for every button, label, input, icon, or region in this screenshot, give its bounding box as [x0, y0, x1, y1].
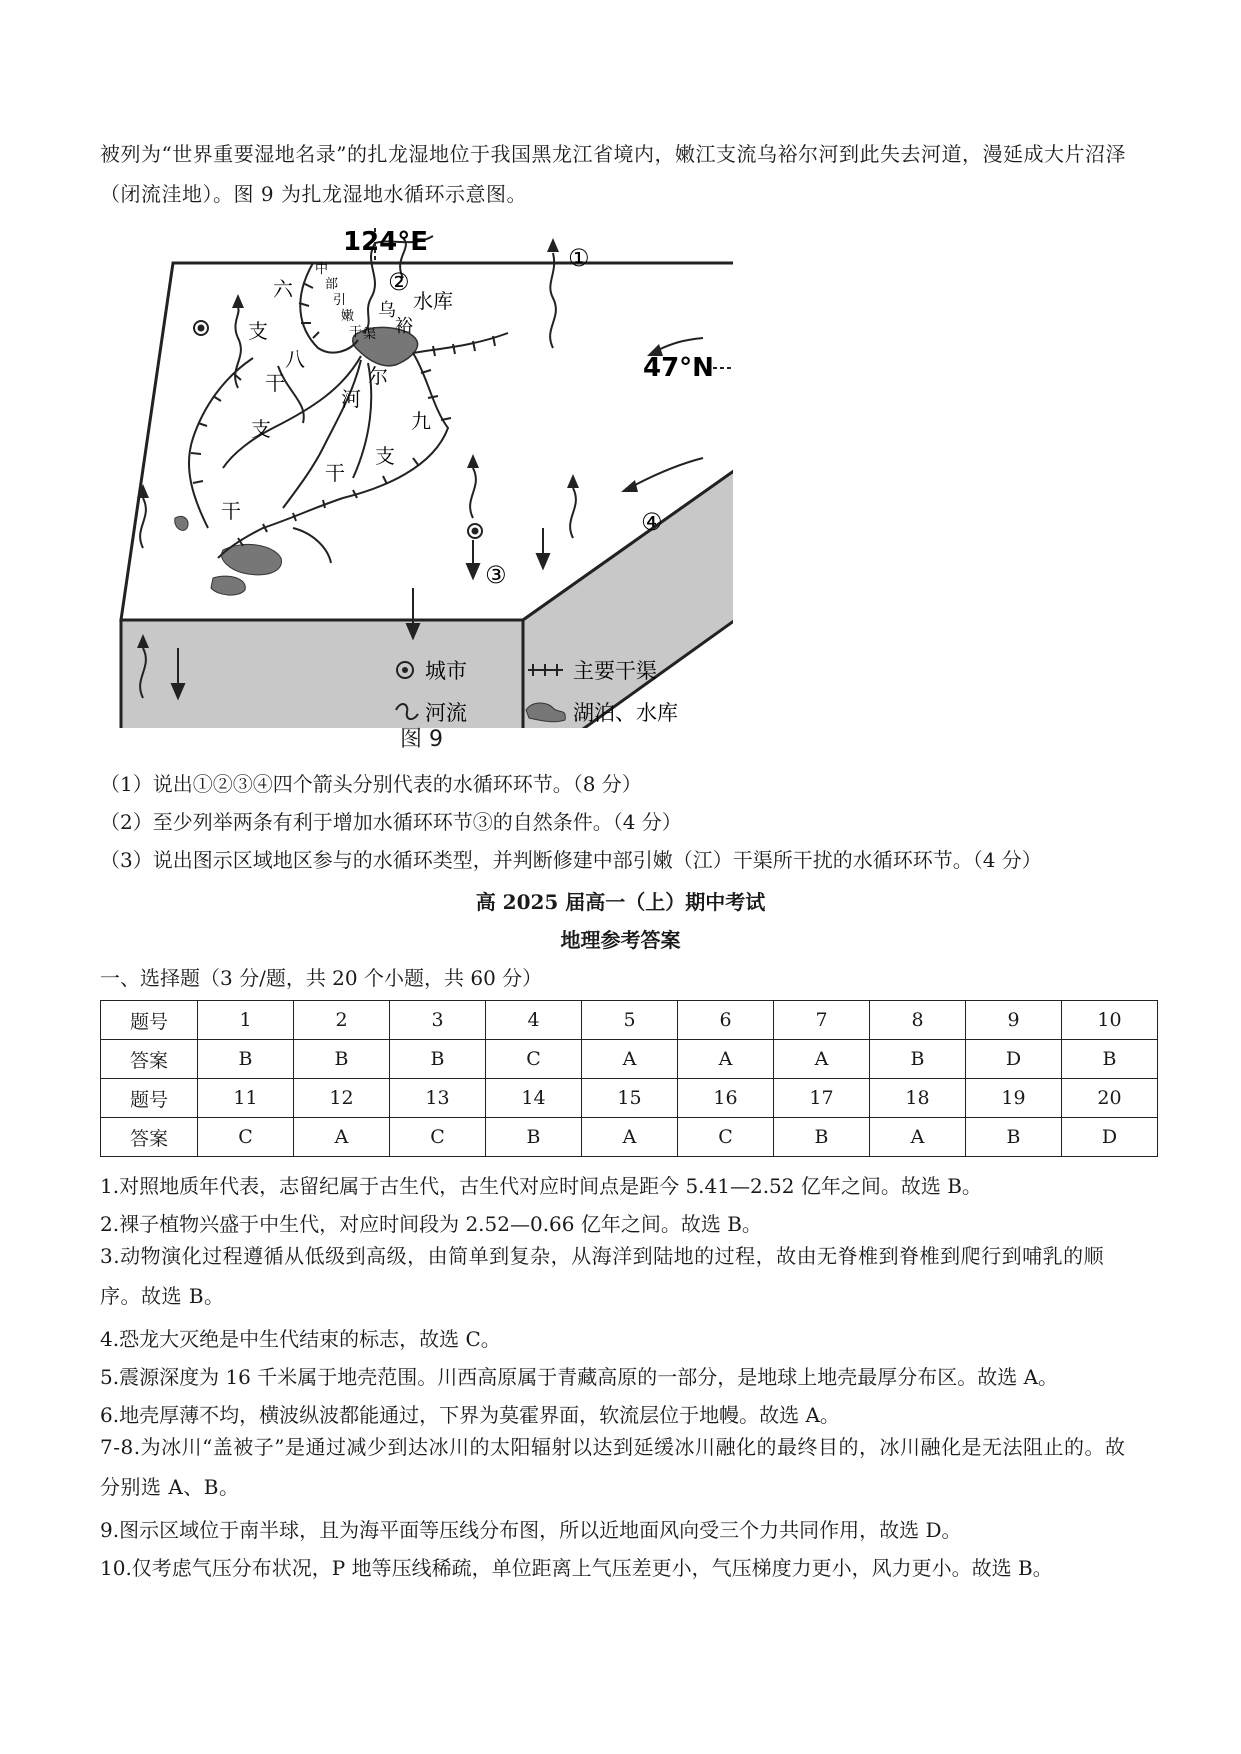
explanation-4: 4.恐龙大灭绝是中生代结束的标志，故选 C。: [100, 1327, 501, 1351]
canal-68-char-1: 六: [273, 277, 293, 301]
figure-caption: 图 9: [400, 727, 443, 752]
table-cell: 5: [582, 1001, 678, 1040]
row-label: 题号: [101, 1001, 198, 1040]
canal-mid-char-3: 引: [333, 293, 347, 308]
table-cell: 20: [1062, 1079, 1158, 1118]
arrow-label-2: ②: [388, 268, 410, 296]
table-cell: A: [870, 1118, 966, 1157]
answer-table: [100, 1000, 1158, 1157]
explanation-3: 3.动物演化过程遵循从低级到高级，由简单到复杂，从海洋到陆地的过程，故由无脊椎到脊椎到爬行到哺乳的顺序。故选 B。: [100, 1244, 1105, 1308]
table-cell: 19: [966, 1079, 1062, 1118]
table-cell: B: [870, 1040, 966, 1079]
explanation-9: 9.图示区域位于南半球，且为海平面等压线分布图，所以近地面风向受三个力共同作用，故选 D。: [100, 1518, 962, 1542]
river-char-3: 尔: [368, 364, 388, 388]
table-cell: 7: [774, 1001, 870, 1040]
question-2: （2）至少列举两条有利于增加水循环环节③的自然条件。（4 分）: [100, 810, 682, 834]
row-label: 答案: [101, 1040, 198, 1079]
canal-9-char-2: 支: [375, 444, 395, 468]
legend-canal: 主要干渠: [573, 659, 657, 683]
table-row: [101, 1040, 1158, 1079]
explanation-7-8: 7-8.为冰川“盖被子”是通过减少到达冰川的太阳辐射以达到延缓冰川融化的最终目的，冰川融化是无法阻止的。故分别选 A、B。: [100, 1435, 1126, 1499]
table-cell: 15: [582, 1079, 678, 1118]
table-cell: 11: [198, 1079, 294, 1118]
question-3: （3）说出图示区域地区参与的水循环类型，并判断修建中部引嫩（江）干渠所干扰的水循环环节。（4 分）: [100, 848, 1042, 872]
canal-mid-char-1: 中: [315, 262, 329, 277]
explanation-2: 2.裸子植物兴盛于中生代，对应时间段为 2.52—0.66 亿年之间。故选 B。: [100, 1212, 762, 1236]
row-label: 答案: [101, 1118, 198, 1157]
row-label: 题号: [101, 1079, 198, 1118]
table-cell: B: [774, 1118, 870, 1157]
table-cell: B: [1062, 1040, 1158, 1079]
river-char-1: 乌: [378, 300, 396, 321]
table-cell: C: [678, 1118, 774, 1157]
table-cell: 1: [198, 1001, 294, 1040]
table-cell: 6: [678, 1001, 774, 1040]
table-cell: 13: [390, 1079, 486, 1118]
intro-paragraph: 被列为“世界重要湿地名录”的扎龙湿地位于我国黑龙江省境内，嫩江支流乌裕尔河到此失去河道，漫延成大片沼泽（闭流洼地）。图 9 为扎龙湿地水循环示意图。: [100, 142, 1126, 206]
table-cell: 3: [390, 1001, 486, 1040]
explanation-6: 6.地壳厚薄不均，横波纵波都能通过，下界为莫霍界面，软流层位于地幔。故选 A。: [100, 1403, 840, 1427]
canal-9-char-4: 支: [251, 417, 271, 441]
table-cell: B: [198, 1040, 294, 1079]
canal-mid-char-4: 嫩: [341, 309, 355, 324]
arrow-label-1: ①: [568, 244, 590, 272]
longitude-label: 124°E: [343, 228, 429, 257]
arrow-label-4: ④: [641, 508, 663, 536]
table-row: [101, 1118, 1158, 1157]
table-row: [101, 1001, 1158, 1040]
table-cell: 14: [486, 1079, 582, 1118]
table-cell: A: [294, 1118, 390, 1157]
canal-9-char-3: 干: [325, 461, 345, 485]
canal-mid-char-5: 干: [349, 325, 363, 340]
explanation-1: 1.对照地质年代表，志留纪属于古生代，古生代对应时间点是距今 5.41—2.52 亿年之间。故选 B。: [100, 1174, 982, 1198]
table-cell: 12: [294, 1079, 390, 1118]
table-cell: 4: [486, 1001, 582, 1040]
table-cell: 18: [870, 1079, 966, 1118]
legend-lake: 湖泊、水库: [573, 701, 678, 725]
table-cell: 8: [870, 1001, 966, 1040]
figure-9-map: [113, 228, 733, 728]
table-cell: D: [1062, 1118, 1158, 1157]
table-cell: 17: [774, 1079, 870, 1118]
table-cell: 16: [678, 1079, 774, 1118]
canal-mid-char-6: 渠: [363, 327, 377, 342]
canal-68-char-2: 支: [248, 319, 268, 343]
canal-68-char-4: 干: [265, 371, 285, 395]
table-cell: B: [966, 1118, 1062, 1157]
table-cell: B: [486, 1118, 582, 1157]
canal-mid-char-2: 部: [325, 277, 339, 292]
latitude-label: 47°N: [643, 353, 714, 383]
table-cell: B: [294, 1040, 390, 1079]
table-cell: C: [486, 1040, 582, 1079]
table-cell: 9: [966, 1001, 1062, 1040]
table-cell: A: [582, 1118, 678, 1157]
table-row: [101, 1079, 1158, 1118]
table-cell: B: [390, 1040, 486, 1079]
table-cell: 10: [1062, 1001, 1158, 1040]
table-cell: C: [390, 1118, 486, 1157]
table-cell: A: [678, 1040, 774, 1079]
answer-title: 高 2025 届高一（上）期中考试: [475, 890, 766, 914]
table-cell: D: [966, 1040, 1062, 1079]
table-cell: A: [582, 1040, 678, 1079]
legend-river: 河流: [425, 701, 467, 725]
river-char-2: 裕: [395, 316, 413, 337]
explanation-10: 10.仅考虑气压分布状况，P 地等压线稀疏，单位距离上气压差更小，气压梯度力更小，风力更小。故选 B。: [100, 1556, 1053, 1580]
reservoir-label: 水库: [413, 289, 453, 313]
explanation-5: 5.震源深度为 16 千米属于地壳范围。川西高原属于青藏高原的一部分，是地球上地壳最厚分布区。故选 A。: [100, 1365, 1059, 1389]
arrow-label-3: ③: [485, 561, 507, 589]
answer-subtitle: 地理参考答案: [560, 928, 681, 952]
section-1-heading: 一、选择题（3 分/题，共 20 个小题，共 60 分）: [100, 966, 543, 990]
question-1: （1）说出①②③④四个箭头分别代表的水循环环节。（8 分）: [100, 772, 642, 796]
legend-city: 城市: [425, 659, 467, 683]
table-cell: A: [774, 1040, 870, 1079]
river-char-4: 河: [341, 387, 361, 411]
table-cell: C: [198, 1118, 294, 1157]
canal-68-char-3: 八: [285, 347, 305, 371]
table-cell: 2: [294, 1001, 390, 1040]
canal-9-char-5: 干: [221, 499, 241, 523]
canal-9-char-1: 九: [411, 409, 431, 433]
